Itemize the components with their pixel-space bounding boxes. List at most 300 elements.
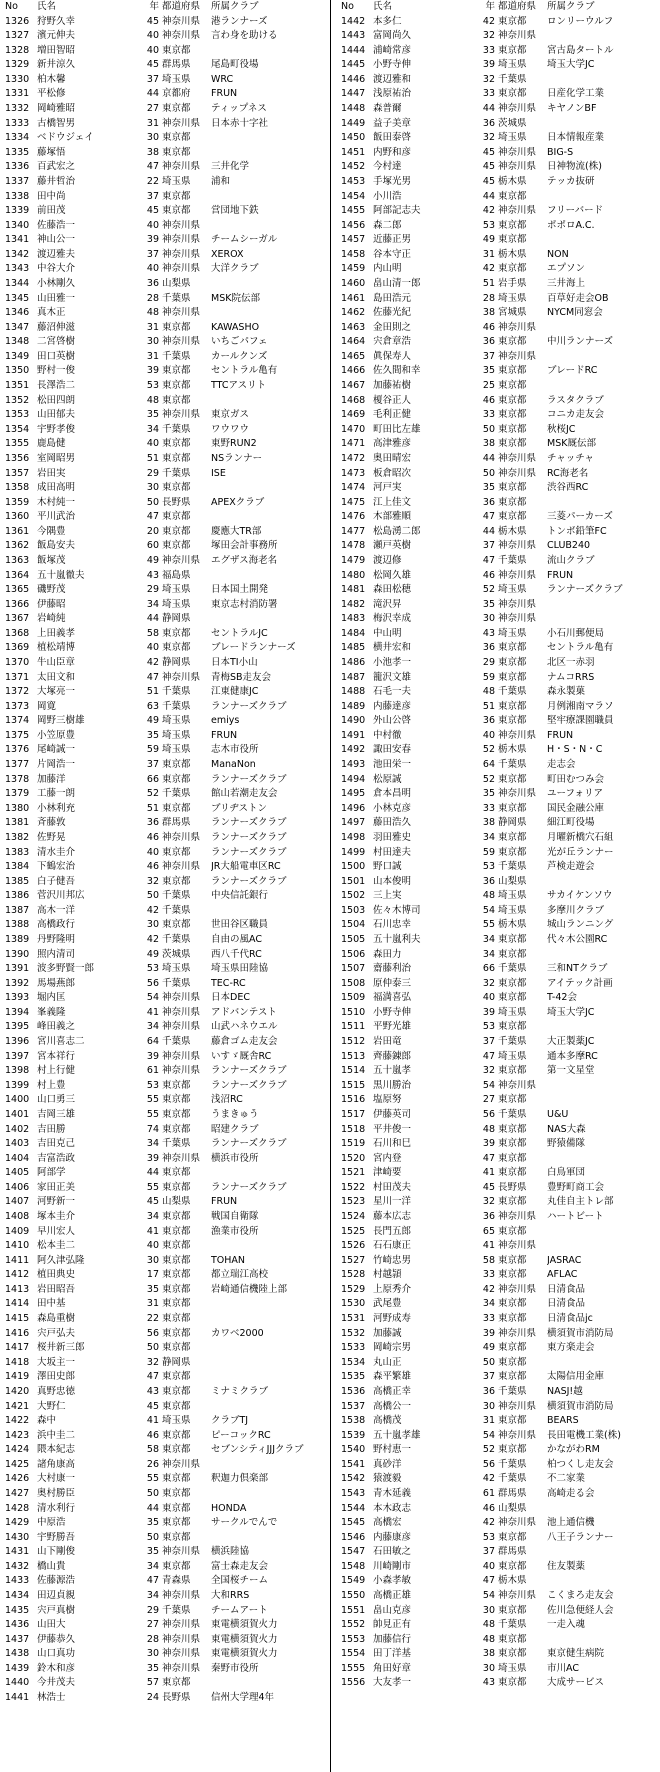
cell-age: 28 <box>146 1633 159 1645</box>
cell-club: 長田電機工業(株) <box>547 1429 621 1441</box>
cell-pref: 埼玉県 <box>162 963 191 975</box>
cell-no: 1505 <box>341 934 366 945</box>
cell-age: 48 <box>146 394 159 406</box>
cell-age: 37 <box>482 1546 495 1558</box>
cell-name: 前田茂 <box>37 205 66 217</box>
cell-no: 1349 <box>5 350 30 362</box>
cell-no: 1332 <box>5 103 30 115</box>
table-row <box>0 1093 326 1108</box>
cell-age: 37 <box>482 1371 495 1383</box>
cell-name: 植松靖博 <box>37 642 76 654</box>
cell-pref: 東京都 <box>162 1210 191 1222</box>
cell-age: 52 <box>146 788 159 800</box>
cell-club: ラスタクラブ <box>547 394 604 406</box>
cell-no: 1436 <box>5 1619 30 1631</box>
table-row <box>0 423 326 438</box>
table-row <box>336 773 660 788</box>
cell-age: 47 <box>146 1575 159 1587</box>
table-row <box>0 1283 326 1298</box>
header-name: 氏名 <box>373 1 393 12</box>
cell-age: 41 <box>146 1006 159 1018</box>
cell-name: 堀内匡 <box>37 992 66 1004</box>
table-row <box>0 1079 326 1094</box>
cell-no: 1481 <box>341 584 366 596</box>
table-row <box>336 190 660 205</box>
cell-club: 塚田会計事務所 <box>211 540 278 552</box>
cell-name: 小川浩 <box>373 190 402 202</box>
table-row <box>0 656 326 671</box>
cell-age: 54 <box>482 1429 495 1441</box>
cell-age: 40 <box>146 642 159 654</box>
cell-name: 森田力 <box>373 948 402 960</box>
cell-no: 1346 <box>5 307 30 319</box>
cell-name: 畠山克彦 <box>373 1604 412 1616</box>
table-row <box>336 510 660 525</box>
table-row <box>0 977 326 992</box>
cell-no: 1503 <box>341 904 366 916</box>
cell-pref: 東京都 <box>498 15 527 27</box>
cell-club: NSランナー <box>211 452 263 464</box>
table-row <box>0 248 326 263</box>
cell-no: 1472 <box>341 452 366 464</box>
cell-age: 47 <box>482 1575 495 1587</box>
cell-name: 森中 <box>37 1415 57 1427</box>
cell-club: ポポロA.C. <box>547 219 595 231</box>
cell-pref: 東京都 <box>162 1167 191 1179</box>
cell-club: ランナーズクラブ <box>547 584 623 596</box>
cell-pref: 東京都 <box>498 1356 527 1368</box>
cell-no: 1455 <box>341 205 366 217</box>
cell-name: 島田浩元 <box>373 292 412 304</box>
cell-age: 36 <box>482 642 495 654</box>
cell-age: 42 <box>146 934 159 945</box>
cell-pref: 栃木県 <box>498 1575 527 1587</box>
cell-name: 塚本圭介 <box>37 1210 76 1222</box>
cell-pref: 東京都 <box>162 438 191 450</box>
table-row <box>0 627 326 642</box>
cell-name: 吉富浩政 <box>37 1152 76 1164</box>
table-row <box>336 1195 660 1210</box>
cell-age: 34 <box>146 1138 159 1150</box>
cell-pref: 東京都 <box>162 511 191 523</box>
cell-pref: 千葉県 <box>162 788 191 800</box>
cell-age: 44 <box>482 190 495 202</box>
cell-no: 1358 <box>5 482 30 494</box>
cell-no: 1448 <box>341 103 366 115</box>
cell-age: 54 <box>482 1079 495 1091</box>
cell-no: 1360 <box>5 511 30 523</box>
cell-no: 1538 <box>341 1415 366 1427</box>
cell-name: 加藤誠 <box>373 1327 402 1339</box>
cell-pref: 神奈川県 <box>162 1662 201 1674</box>
cell-name: 高津雅彦 <box>373 438 412 450</box>
cell-club: ブレードRC <box>547 365 598 377</box>
cell-club: 大正製薬JC <box>547 1036 595 1048</box>
cell-age: 39 <box>482 1006 495 1018</box>
cell-no: 1368 <box>5 627 30 639</box>
cell-pref: 千葉県 <box>498 963 527 975</box>
cell-club: 釈迦力倶楽部 <box>211 1473 269 1485</box>
cell-no: 1550 <box>341 1590 366 1602</box>
table-row <box>336 569 660 584</box>
cell-club: ミナミクラブ <box>211 1385 269 1397</box>
cell-pref: 千葉県 <box>498 1458 527 1470</box>
cell-no: 1327 <box>5 30 30 42</box>
cell-age: 45 <box>482 146 495 158</box>
cell-age: 56 <box>482 1108 495 1120</box>
table-row <box>336 364 660 379</box>
cell-pref: 東京都 <box>162 525 191 537</box>
cell-pref: 東京都 <box>162 205 191 217</box>
cell-age: 30 <box>146 1254 159 1266</box>
table-row <box>336 15 660 30</box>
cell-no: 1497 <box>341 817 366 829</box>
cell-name: 松本圭二 <box>37 1240 76 1252</box>
cell-name: 本木政志 <box>373 1502 412 1514</box>
table-row <box>0 1618 326 1633</box>
cell-no: 1452 <box>341 161 366 173</box>
cell-name: 桜井新三郎 <box>37 1342 85 1354</box>
cell-name: 橋山貴 <box>37 1560 66 1572</box>
cell-pref: 東京都 <box>498 409 527 421</box>
table-row <box>0 233 326 248</box>
cell-no: 1392 <box>5 977 30 989</box>
table-row <box>0 802 326 817</box>
cell-pref: 埼玉県 <box>498 59 527 71</box>
cell-no: 1488 <box>341 686 366 698</box>
cell-club: ロンリーウルフ <box>547 15 614 27</box>
table-row <box>336 29 660 44</box>
cell-age: 28 <box>482 292 495 304</box>
cell-pref: 東京都 <box>162 846 191 858</box>
cell-name: 岩田昭吾 <box>37 1283 76 1295</box>
cell-age: 45 <box>482 175 495 187</box>
cell-age: 42 <box>482 15 495 27</box>
cell-no: 1342 <box>5 248 30 260</box>
cell-no: 1487 <box>341 671 366 683</box>
cell-no: 1489 <box>341 700 366 712</box>
cell-club: いちごパフェ <box>211 336 268 348</box>
cell-no: 1500 <box>341 861 366 873</box>
cell-name: 尾崎誠一 <box>37 744 76 756</box>
cell-club: エプソン <box>547 263 586 275</box>
cell-name: 森田松穂 <box>373 584 412 596</box>
table-row <box>0 175 326 190</box>
cell-no: 1438 <box>5 1648 30 1660</box>
cell-no: 1476 <box>341 511 366 523</box>
cell-age: 48 <box>482 890 495 902</box>
cell-club: サークルでんで <box>211 1517 278 1529</box>
cell-name: 飯塚茂 <box>37 554 66 566</box>
cell-pref: 神奈川県 <box>498 1400 537 1412</box>
cell-name: 佐藤浩一 <box>37 219 76 231</box>
cell-age: 38 <box>482 438 495 450</box>
table-row <box>336 423 660 438</box>
cell-pref: 東京都 <box>498 715 527 727</box>
table-row <box>336 758 660 773</box>
cell-no: 1547 <box>341 1546 366 1558</box>
table-row <box>336 1297 660 1312</box>
cell-no: 1425 <box>5 1458 30 1470</box>
table-row <box>0 29 326 44</box>
cell-name: 菅沢川邦広 <box>37 890 85 902</box>
cell-pref: 神奈川県 <box>162 1633 201 1645</box>
cell-pref: 千葉県 <box>162 292 191 304</box>
cell-name: 野村一俊 <box>37 365 76 377</box>
cell-age: 32 <box>482 73 495 85</box>
cell-club: KAWASHO <box>211 321 260 333</box>
cell-name: 河野成寿 <box>373 1313 412 1325</box>
cell-club: 八王子ランナー <box>547 1531 614 1543</box>
cell-age: 29 <box>146 467 159 479</box>
cell-pref: 東京都 <box>498 802 527 814</box>
cell-pref: 千葉県 <box>162 977 191 989</box>
cell-club: 戦国自衛隊 <box>211 1210 259 1222</box>
cell-club: ピーコックRC <box>211 1429 271 1441</box>
cell-pref: 神奈川県 <box>498 540 537 552</box>
cell-club: 埼玉大学JC <box>547 1006 595 1018</box>
cell-club: 丸佳自主トレ部 <box>547 1196 614 1208</box>
cell-pref: 千葉県 <box>498 1108 527 1120</box>
cell-no: 1359 <box>5 496 30 508</box>
cell-club: 北区一赤羽 <box>547 657 595 669</box>
cell-age: 37 <box>482 1036 495 1048</box>
cell-club: 芦検走遊会 <box>547 861 595 873</box>
table-row <box>336 641 660 656</box>
table-row <box>0 1035 326 1050</box>
cell-no: 1339 <box>5 205 30 217</box>
cell-name: 岡崎宗男 <box>373 1342 412 1354</box>
cell-club: 漁業市役所 <box>211 1225 259 1237</box>
cell-name: 吉岡三雄 <box>37 1108 76 1120</box>
cell-age: 31 <box>146 321 159 333</box>
cell-club: ランナーズクラブ <box>211 846 287 858</box>
cell-name: 鈴木和彦 <box>37 1662 76 1674</box>
cell-pref: 東京都 <box>498 482 527 494</box>
cell-name: 工藤一朗 <box>37 788 76 800</box>
cell-pref: 東京都 <box>162 642 191 654</box>
cell-name: 谷本守正 <box>373 248 412 260</box>
table-row <box>336 175 660 190</box>
cell-age: 45 <box>146 1400 159 1412</box>
cell-pref: 栃木県 <box>498 248 527 260</box>
cell-name: 大塚亮一 <box>37 686 76 698</box>
cell-age: 52 <box>482 773 495 785</box>
cell-no: 1460 <box>341 277 366 289</box>
cell-name: 室岡昭男 <box>37 452 76 464</box>
cell-name: 滝沢昇 <box>373 598 402 610</box>
cell-age: 51 <box>146 686 159 698</box>
table-row <box>0 918 326 933</box>
cell-no: 1462 <box>341 307 366 319</box>
cell-club: コニカ走友会 <box>547 409 605 421</box>
cell-name: 猿渡毅 <box>373 1473 402 1485</box>
table-row <box>336 627 660 642</box>
cell-name: 籠沢文雄 <box>373 671 412 683</box>
table-row <box>336 1429 660 1444</box>
cell-age: 32 <box>146 875 159 887</box>
cell-club: 中川ランナーズ <box>547 336 614 348</box>
cell-name: 植田典史 <box>37 1269 76 1281</box>
cell-no: 1414 <box>5 1298 30 1310</box>
cell-name: 加藤祐樹 <box>373 380 412 392</box>
cell-club: FRUN <box>211 1196 238 1208</box>
table-row <box>336 846 660 861</box>
cell-age: 52 <box>482 1444 495 1456</box>
cell-age: 47 <box>146 671 159 683</box>
cell-age: 39 <box>146 1050 159 1062</box>
cell-no: 1373 <box>5 700 30 712</box>
cell-pref: 東京都 <box>498 1342 527 1354</box>
cell-age: 39 <box>146 365 159 377</box>
table-row <box>336 904 660 919</box>
cell-name: 村上豊 <box>37 1079 66 1091</box>
cell-age: 34 <box>146 1590 159 1602</box>
cell-age: 74 <box>146 1123 159 1135</box>
table-row <box>0 1152 326 1167</box>
cell-name: 清水圭介 <box>37 846 76 858</box>
cell-pref: 長野県 <box>162 1692 191 1704</box>
cell-no: 1511 <box>341 1021 366 1033</box>
cell-pref: 東京都 <box>498 846 527 858</box>
cell-age: 32 <box>482 132 495 144</box>
cell-club: 江東健康JC <box>211 686 259 698</box>
cell-age: 27 <box>482 1094 495 1106</box>
cell-club: 日神物流(株) <box>547 161 602 173</box>
cell-pref: 神奈川県 <box>498 613 537 625</box>
cell-club: 三井化学 <box>211 161 250 173</box>
table-row <box>336 321 660 336</box>
cell-age: 49 <box>146 715 159 727</box>
cell-name: 五十嵐孝雄 <box>373 1429 421 1441</box>
cell-no: 1478 <box>341 540 366 552</box>
cell-pref: 神奈川県 <box>162 1065 201 1077</box>
table-row <box>336 1064 660 1079</box>
cell-no: 1410 <box>5 1240 30 1252</box>
cell-pref: 神奈川県 <box>162 336 201 348</box>
cell-age: 53 <box>482 1021 495 1033</box>
table-row <box>336 1327 660 1342</box>
table-row <box>336 1458 660 1473</box>
cell-no: 1483 <box>341 613 366 625</box>
cell-no: 1419 <box>5 1371 30 1383</box>
cell-age: 33 <box>482 44 495 56</box>
cell-no: 1357 <box>5 467 30 479</box>
cell-no: 1399 <box>5 1079 30 1091</box>
cell-name: 野村恵一 <box>373 1444 412 1456</box>
cell-no: 1512 <box>341 1036 366 1048</box>
cell-club: 東京ガス <box>211 409 250 421</box>
cell-age: 41 <box>146 1225 159 1237</box>
cell-name: 梅沢幸成 <box>373 613 412 625</box>
cell-pref: 神奈川県 <box>498 788 537 800</box>
cell-name: 田口英樹 <box>37 350 76 362</box>
table-row <box>0 204 326 219</box>
table-row <box>0 1662 326 1677</box>
cell-club: 小石川郵便局 <box>547 627 605 639</box>
cell-club: TEC-RC <box>211 977 246 989</box>
table-row <box>0 481 326 496</box>
cell-no: 1398 <box>5 1065 30 1077</box>
cell-name: ベドウジェイ <box>37 132 94 144</box>
table-row <box>0 641 326 656</box>
cell-age: 22 <box>146 175 159 187</box>
cell-club: 三井海上 <box>547 277 586 289</box>
cell-age: 36 <box>146 277 159 289</box>
cell-club: 不二家業 <box>547 1473 586 1485</box>
cell-pref: 東京都 <box>162 875 191 887</box>
cell-name: 藤塚悟 <box>37 146 66 158</box>
cell-name: 渡辺雅夫 <box>37 248 76 260</box>
cell-age: 25 <box>482 380 495 392</box>
table-row <box>336 146 660 161</box>
table-row <box>0 1108 326 1123</box>
cell-no: 1494 <box>341 773 366 785</box>
cell-no: 1543 <box>341 1487 366 1499</box>
cell-club: チームシーガル <box>211 234 278 246</box>
table-row <box>0 306 326 321</box>
cell-pref: 東京都 <box>498 88 527 100</box>
cell-age: 42 <box>482 205 495 217</box>
cell-club: セントラルJC <box>211 627 268 639</box>
cell-pref: 神奈川県 <box>498 1210 537 1222</box>
cell-name: 齊藤錬郎 <box>373 1050 412 1062</box>
table-row <box>336 219 660 234</box>
cell-no: 1442 <box>341 15 366 27</box>
cell-club: 渋谷西RC <box>547 482 589 494</box>
cell-no: 1464 <box>341 336 366 348</box>
table-row <box>336 1020 660 1035</box>
cell-age: 27 <box>146 103 159 115</box>
cell-no: 1469 <box>341 409 366 421</box>
table-row <box>336 1268 660 1283</box>
table-row <box>0 1239 326 1254</box>
cell-name: 村田達夫 <box>373 846 412 858</box>
cell-club: セントラル亀有 <box>547 642 614 654</box>
cell-name: 平松修 <box>37 88 66 100</box>
table-row <box>336 612 660 627</box>
cell-pref: 東京都 <box>162 1429 191 1441</box>
cell-name: 外山公啓 <box>373 715 412 727</box>
cell-pref: 東京都 <box>498 1677 527 1689</box>
cell-age: 29 <box>482 657 495 669</box>
cell-club: 東電横須賀火力 <box>211 1619 278 1631</box>
cell-name: 山口真功 <box>37 1648 76 1660</box>
cell-no: 1328 <box>5 44 30 56</box>
cell-name: 河野新一 <box>37 1196 76 1208</box>
table-row <box>336 598 660 613</box>
cell-name: 宮川喜志二 <box>37 1036 85 1048</box>
cell-age: 30 <box>482 1604 495 1616</box>
table-row <box>336 204 660 219</box>
cell-pref: 神奈川県 <box>498 1283 537 1295</box>
table-row <box>0 962 326 977</box>
cell-no: 1513 <box>341 1050 366 1062</box>
cell-age: 49 <box>146 948 159 960</box>
cell-pref: 東京都 <box>498 394 527 406</box>
cell-club: CLUB240 <box>547 540 591 552</box>
header-club: 所属クラブ <box>211 1 259 12</box>
cell-club: 西八千代RC <box>211 948 262 960</box>
cell-no: 1384 <box>5 861 30 873</box>
cell-pref: 東京都 <box>498 1065 527 1077</box>
cell-name: 家田正美 <box>37 1181 76 1193</box>
cell-club: 池上通信機 <box>547 1517 595 1529</box>
cell-age: 36 <box>146 817 159 829</box>
cell-club: BIG-S <box>547 146 574 158</box>
table-row <box>336 1079 660 1094</box>
cell-age: 34 <box>482 934 495 945</box>
